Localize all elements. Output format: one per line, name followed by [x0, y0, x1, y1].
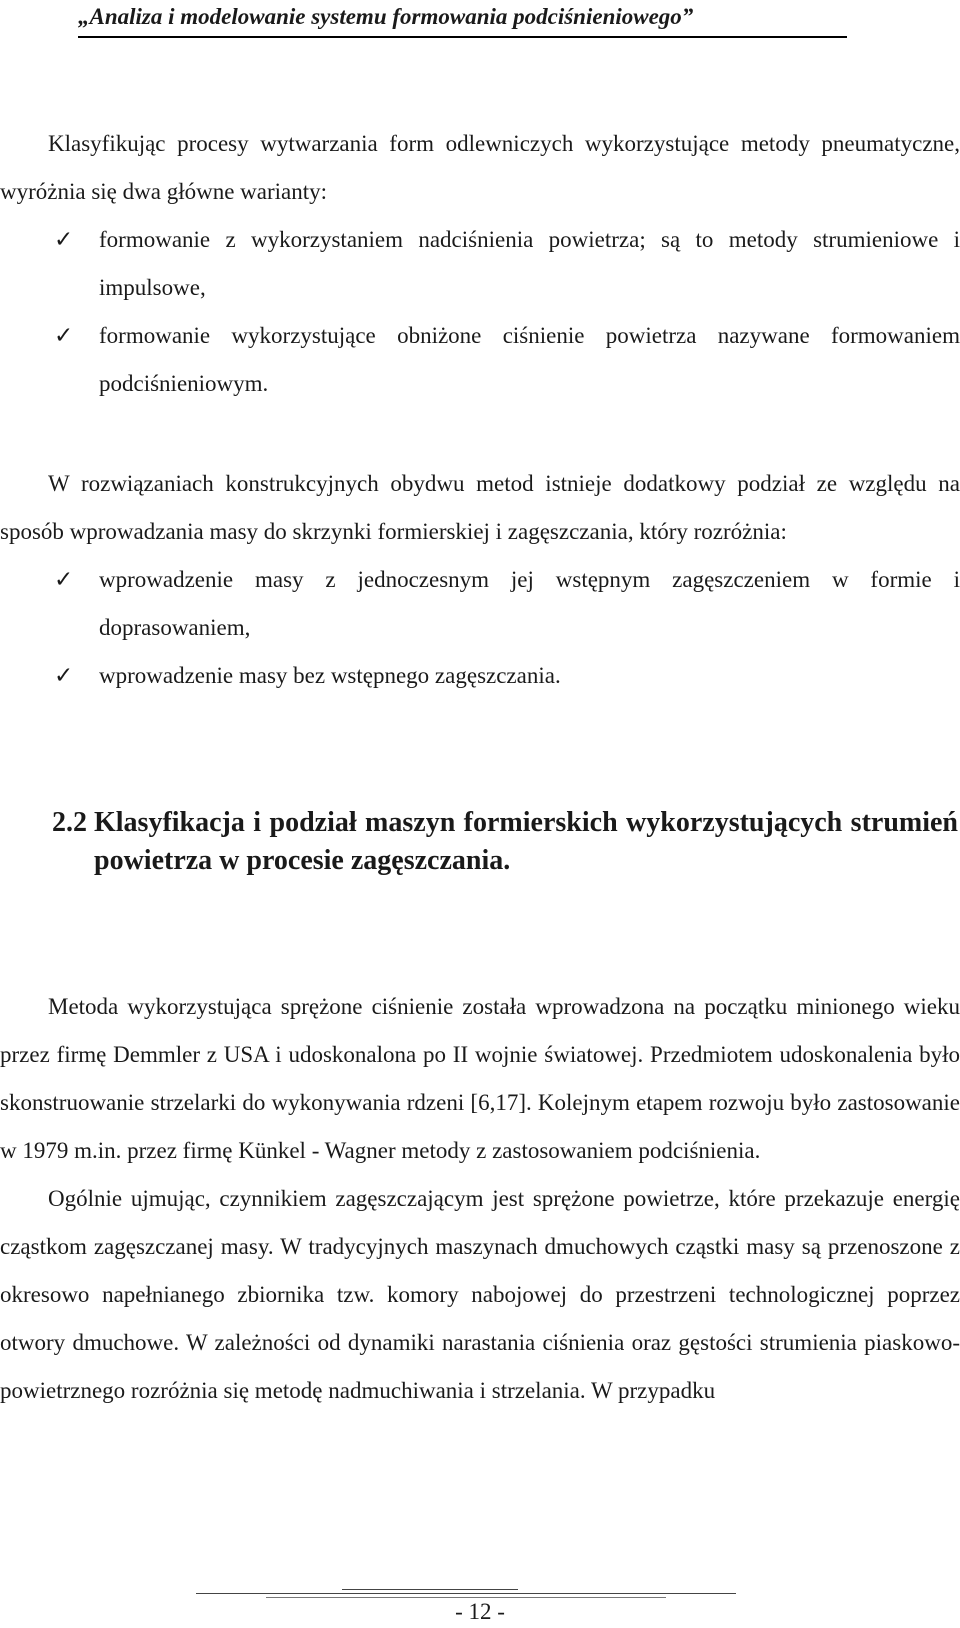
section-history — [0, 983, 960, 1415]
running-header-title: „Analiza i modelowanie systemu formowania podciśnieniowego” — [78, 4, 694, 29]
paragraph: Ogólnie ujmując, czynnikiem zagęszczającym jest sprężone powietrze, które przekazuje energię cząstkom zagęszczanej masy. W tradycyjnych maszynach dmuchowych cząstki masy są przenoszone z okresowo napełnianego zbiornika tzw. komory nabojowej do przestrzeni technologicznej poprzez otwory dmuchowe. W zależności od dynamiki narastania ciśnienia oraz gęstości strumienia piaskowo-powietrznego rozróżnia się metodę nadmuchiwania i strzelania. W przypadku — [0, 1186, 960, 1403]
section-construction-division — [0, 460, 960, 700]
checkmark-icon: ✓ — [54, 567, 74, 593]
header-rule — [78, 36, 847, 38]
paragraph: Metoda wykorzystująca sprężone ciśnienie została wprowadzona na początku minionego wieku przez firmę Demmler z USA i udoskonalona po II wojnie światowej. Przedmiotem udoskonalenia było skonstruowanie strzelarki do wykonywania rdzeni [6,17]. Kolejnym etapem rozwoju było zastosowanie w 1979 m.in. przez firmę Künkel - Wagner metody z zastosowaniem podciśnienia. — [0, 994, 960, 1163]
list-item-text: wprowadzenie masy z jednoczesnym jej wstępnym zagęszczeniem w formie i doprasowaniem, — [99, 567, 960, 640]
section-pneumatic-variants — [0, 120, 960, 408]
section-number: 2.2 — [52, 807, 87, 838]
paragraph-intro-2: W rozwiązaniach konstrukcyjnych obydwu metod istnieje dodatkowy podział ze względu na sposób wprowadzania masy do skrzynki formierskiej i zagęszczania, który rozróżnia: — [0, 471, 960, 544]
section-heading — [52, 804, 958, 880]
list-item-text: formowanie z wykorzystaniem nadciśnienia powietrza; są to metody strumieniowe i impulsowe, — [99, 227, 960, 300]
section-title: Klasyfikacja i podział maszyn formierskich wykorzystujących strumień powietrza w procesie zagęszczania. — [94, 807, 958, 876]
division-list — [0, 556, 960, 700]
checkmark-icon: ✓ — [54, 323, 74, 349]
list-item — [0, 652, 960, 700]
paragraph-intro-1: Klasyfikując procesy wytwarzania form odlewniczych wykorzystujące metody pneumatyczne, wyróżnia się dwa główne warianty: — [0, 131, 960, 204]
variants-list — [0, 216, 960, 408]
list-item — [0, 556, 960, 652]
checkmark-icon: ✓ — [54, 227, 74, 253]
list-item — [0, 216, 960, 312]
list-item-text: formowanie wykorzystujące obniżone ciśnienie powietrza nazywane formowaniem podciśnieniowym. — [99, 323, 960, 396]
checkmark-icon: ✓ — [54, 663, 74, 689]
footer-rule — [342, 1589, 518, 1590]
list-item-text: wprowadzenie masy bez wstępnego zagęszczania. — [99, 663, 561, 688]
footer-rule — [196, 1593, 736, 1594]
list-item — [0, 312, 960, 408]
page-number: - 12 - — [455, 1599, 505, 1624]
